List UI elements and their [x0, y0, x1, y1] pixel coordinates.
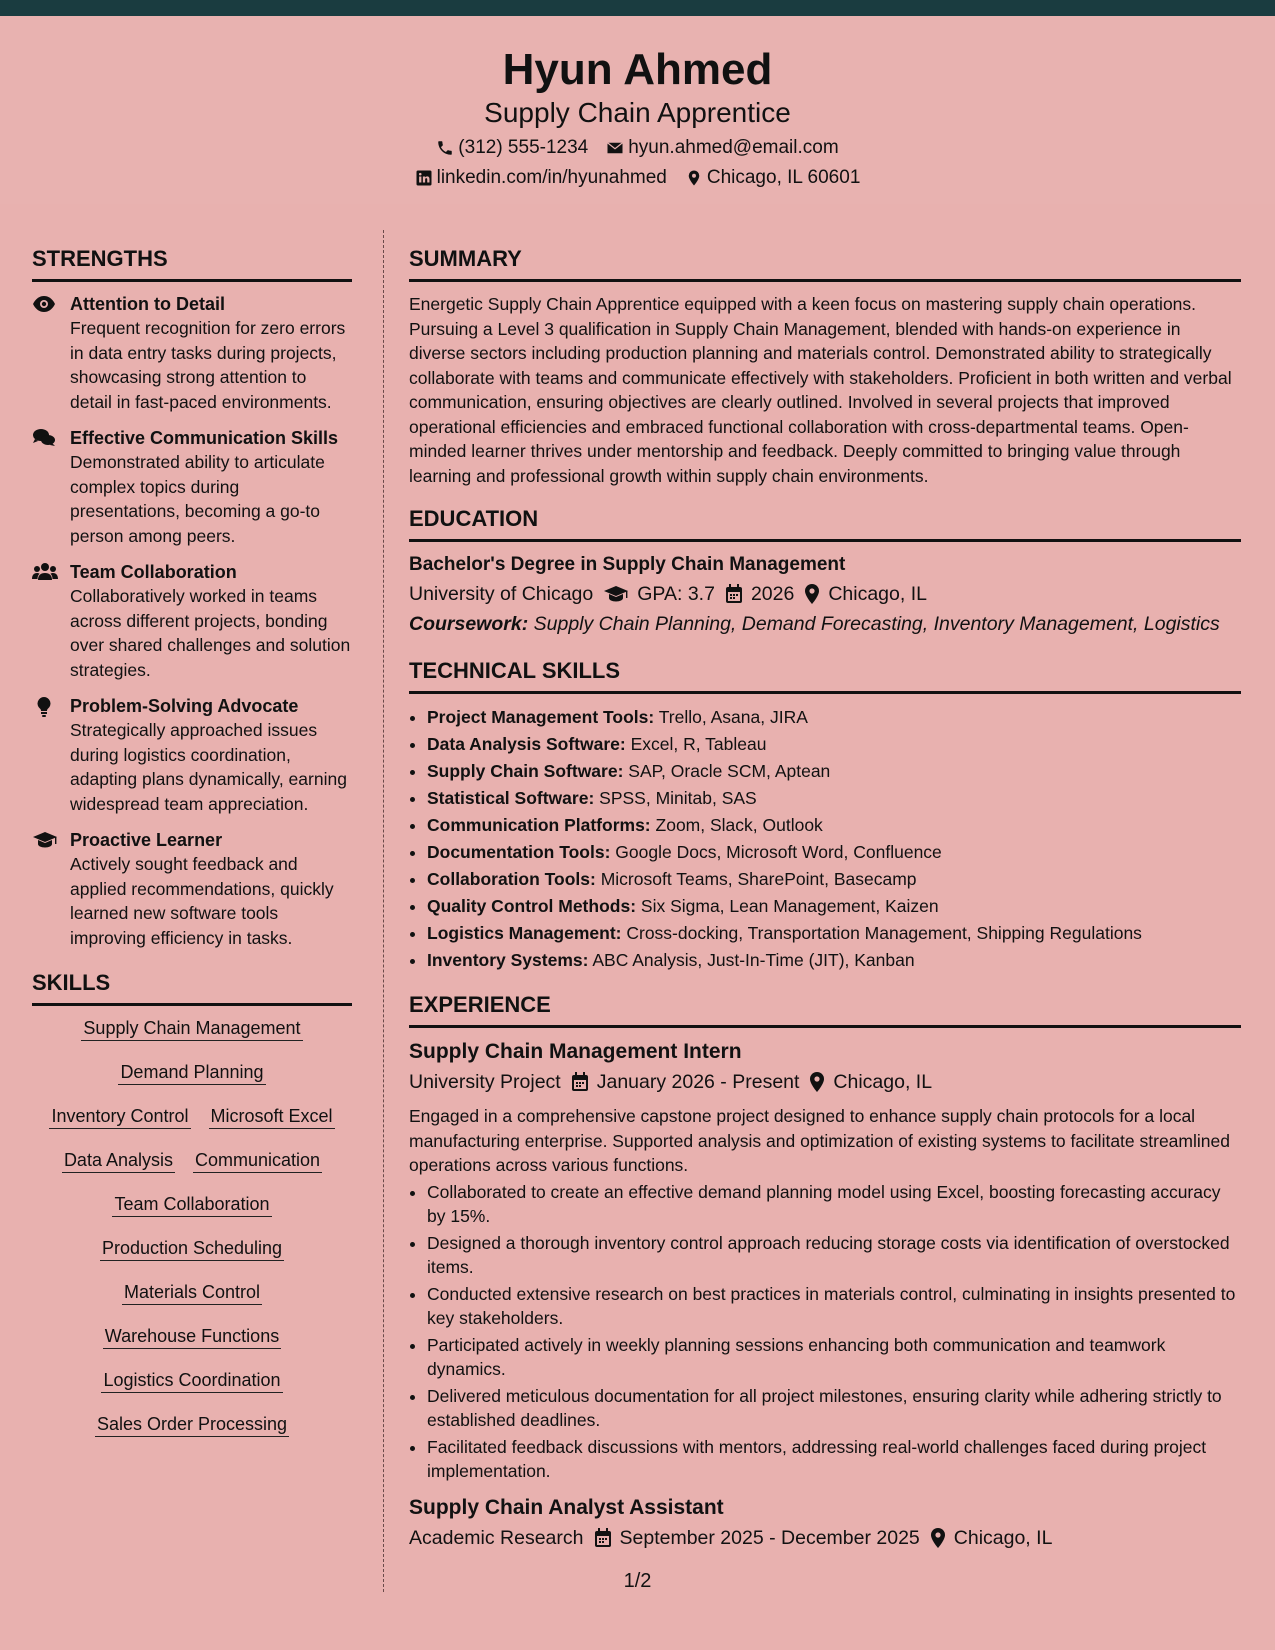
- linkedin-icon: [415, 169, 433, 187]
- tech-label: Supply Chain Software:: [427, 761, 624, 781]
- map-pin-icon: [809, 1072, 825, 1092]
- tech-value: Google Docs, Microsoft Word, Confluence: [615, 842, 942, 862]
- list-item: • Delivered meticulous documentation for all project milestones, ensuring clarity while adhering strictly to established deadlines.: [427, 1384, 1241, 1433]
- strength-item: [32, 560, 352, 682]
- education-location: [804, 580, 927, 608]
- strength-desc: Frequent recognition for zero errors in data entry tasks during projects, showcasing strong attention to detail in fast-paced environments.: [70, 318, 346, 412]
- coursework-text: Supply Chain Planning, Demand Forecasting, Inventory Management, Logistics: [533, 613, 1220, 635]
- dates-text: September 2025 - December 2025: [619, 1526, 920, 1549]
- strength-title: Proactive Learner: [70, 830, 223, 850]
- experience-entry: [409, 1038, 1241, 1484]
- experience-entry: [409, 1494, 1241, 1552]
- skill-tag: Data Analysis: [62, 1148, 175, 1173]
- tech-label: Project Management Tools:: [427, 707, 655, 727]
- job-title: Supply Chain Management Intern: [409, 1040, 742, 1063]
- tech-value: Zoom, Slack, Outlook: [655, 815, 823, 835]
- email-contact[interactable]: [606, 136, 838, 160]
- job-description: Engaged in a comprehensive capstone project designed to enhance supply chain protocols for a local manufacturing enterprise. Supported analysis and optimization of existing systems to facilitate streamlined operations across various functions.: [409, 1106, 1230, 1175]
- phone-text: (312) 555-1234: [458, 137, 589, 158]
- eye-icon: [32, 294, 56, 314]
- job-meta: [409, 1524, 1241, 1552]
- tech-label: Quality Control Methods:: [427, 896, 637, 916]
- skill-tag: Supply Chain Management: [81, 1016, 302, 1041]
- skills-heading: SKILLS: [32, 968, 352, 1006]
- column-divider: [383, 230, 384, 1592]
- job-location: [930, 1524, 1053, 1552]
- envelope-icon: [606, 139, 624, 157]
- calendar-icon: [571, 1072, 589, 1092]
- skill-tag: Sales Order Processing: [95, 1412, 289, 1437]
- list-item: [427, 947, 1241, 974]
- strengths-heading: STRENGTHS: [32, 244, 352, 282]
- candidate-title: Supply Chain Apprentice: [484, 97, 791, 128]
- year-text: 2026: [750, 583, 795, 605]
- resume-header: [0, 16, 1275, 204]
- coursework-label: Coursework:: [409, 613, 529, 635]
- list-item: • Facilitated feedback discussions with mentors, addressing real-world challenges faced during project implementation.: [427, 1435, 1241, 1484]
- strength-desc: Collaboratively worked in teams across different projects, bonding over shared challenges and solution strategies.: [70, 586, 351, 680]
- education-meta: [409, 580, 1241, 608]
- list-item: [427, 704, 1241, 731]
- tech-value: Cross-docking, Transportation Management, Shipping Regulations: [626, 923, 1142, 943]
- strength-desc: Actively sought feedback and applied recommendations, quickly learned new software tools improving efficiency in tasks.: [70, 854, 334, 948]
- summary-heading: SUMMARY: [409, 244, 1241, 282]
- job-org: University Project: [409, 1071, 561, 1093]
- tech-value: Trello, Asana, JIRA: [658, 707, 808, 727]
- map-pin-icon: [685, 169, 703, 187]
- phone-icon: [436, 139, 454, 157]
- calendar-icon: [725, 584, 743, 604]
- list-item: [427, 731, 1241, 758]
- list-item: • Designed a thorough inventory control approach reducing storage costs via identification of overstocked items.: [427, 1231, 1241, 1280]
- strength-title: Team Collaboration: [70, 562, 237, 582]
- contact-row-2: [0, 166, 1275, 190]
- tech-value: SPSS, Minitab, SAS: [599, 788, 757, 808]
- job-org: Academic Research: [409, 1526, 584, 1549]
- strength-item: [32, 292, 352, 414]
- skill-tag: Communication: [193, 1148, 322, 1173]
- tech-label: Logistics Management:: [427, 923, 622, 943]
- education-school: University of Chicago: [409, 583, 594, 605]
- tech-value: Microsoft Teams, SharePoint, Basecamp: [600, 869, 917, 889]
- tech-label: Statistical Software:: [427, 788, 595, 808]
- contact-row-1: [0, 136, 1275, 160]
- page-number: 1/2: [623, 1570, 652, 1592]
- experience-heading: EXPERIENCE: [409, 990, 1241, 1028]
- users-icon: [32, 562, 58, 582]
- tech-label: Communication Platforms:: [427, 815, 651, 835]
- right-column: [409, 244, 1241, 1552]
- strength-title: Effective Communication Skills: [70, 428, 339, 448]
- list-item: • Conducted extensive research on best practices in materials control, culminating in insights presented to key stakeholders.: [427, 1282, 1241, 1331]
- skills-list: [32, 1016, 352, 1437]
- education-coursework: [409, 610, 1241, 638]
- location-text: Chicago, IL: [828, 583, 927, 605]
- lightbulb-icon: [32, 696, 56, 718]
- job-title: Supply Chain Analyst Assistant: [409, 1495, 724, 1519]
- tech-label: Collaboration Tools:: [427, 869, 596, 889]
- skill-tag: Warehouse Functions: [103, 1324, 281, 1349]
- job-bullets: [409, 1180, 1241, 1484]
- job-location: [809, 1068, 932, 1096]
- map-pin-icon: [804, 584, 820, 604]
- tech-label: Documentation Tools:: [427, 842, 611, 862]
- education-degree: Bachelor's Degree in Supply Chain Management: [409, 554, 846, 575]
- location-contact: [685, 166, 861, 190]
- dates-text: January 2026 - Present: [596, 1071, 800, 1093]
- tech-value: Six Sigma, Lean Management, Kaizen: [640, 896, 939, 916]
- tech-value: ABC Analysis, Just-In-Time (JIT), Kanban: [592, 950, 915, 970]
- list-item: [427, 758, 1241, 785]
- graduation-cap-icon: [32, 830, 58, 850]
- left-column: [32, 244, 352, 1456]
- strength-desc: Strategically approached issues during logistics coordination, adapting plans dynamically, earning widespread team appreciation.: [70, 720, 347, 814]
- tech-label: Inventory Systems:: [427, 950, 589, 970]
- tech-label: Data Analysis Software:: [427, 734, 626, 754]
- list-item: [427, 893, 1241, 920]
- skill-tag: Materials Control: [122, 1280, 262, 1305]
- list-item: [427, 785, 1241, 812]
- job-dates: [571, 1068, 800, 1096]
- strength-title: Problem-Solving Advocate: [70, 696, 299, 716]
- list-item: • Collaborated to create an effective demand planning model using Excel, boosting forecasting accuracy by 15%.: [427, 1180, 1241, 1229]
- phone-contact: [436, 136, 588, 160]
- technical-skills-list: [409, 704, 1241, 974]
- gpa-text: GPA: 3.7: [637, 583, 715, 605]
- tech-value: Excel, R, Tableau: [630, 734, 767, 754]
- strength-title: Attention to Detail: [70, 294, 225, 314]
- summary-text: Energetic Supply Chain Apprentice equipped with a keen focus on mastering supply chain operations. Pursuing a Level 3 qualification in Supply Chain Management, blended with hands-on experience in diverse sectors including production planning and materials control. Demonstrated ability to strategically collaborate with teams and communicate effectively with stakeholders. Proficient in both written and verbal communication, ensuring objectives are clearly outlined. Involved in several projects that improved operational efficiencies and embraced functional collaboration with cross-departmental teams. Open-minded learner thrives under mentorship and feedback. Deeply committed to bringing value through learning and professional growth within supply chain environments.: [409, 294, 1232, 486]
- skill-tag: Team Collaboration: [112, 1192, 271, 1217]
- strength-desc: Demonstrated ability to articulate complex topics during presentations, becoming a go-to person among peers.: [70, 452, 325, 546]
- education-heading: EDUCATION: [409, 504, 1241, 542]
- skill-tag: Microsoft Excel: [209, 1104, 335, 1129]
- education-gpa: [603, 580, 715, 608]
- tech-value: SAP, Oracle SCM, Aptean: [628, 761, 831, 781]
- graduation-cap-icon: [603, 584, 629, 604]
- list-item: [427, 839, 1241, 866]
- list-item: [427, 866, 1241, 893]
- list-item: • Participated actively in weekly planning sessions enhancing both communication and teamwork dynamics.: [427, 1333, 1241, 1382]
- email-text[interactable]: hyun.ahmed@email.com: [628, 137, 839, 158]
- calendar-icon: [594, 1528, 612, 1548]
- education-year: [725, 580, 794, 608]
- strength-item: [32, 694, 352, 816]
- list-item: [427, 920, 1241, 947]
- skill-tag: Demand Planning: [118, 1060, 265, 1085]
- location-text: Chicago, IL 60601: [706, 167, 861, 188]
- map-pin-icon: [930, 1528, 946, 1548]
- skill-tag: Production Scheduling: [100, 1236, 284, 1261]
- location-text: Chicago, IL: [953, 1526, 1053, 1549]
- linkedin-contact[interactable]: [415, 166, 667, 190]
- location-text: Chicago, IL: [833, 1071, 933, 1093]
- strength-item: [32, 828, 352, 950]
- skill-tag: Inventory Control: [49, 1104, 190, 1129]
- technical-skills-heading: TECHNICAL SKILLS: [409, 656, 1241, 694]
- comments-icon: [32, 428, 56, 448]
- candidate-name: Hyun Ahmed: [502, 45, 773, 94]
- strength-item: [32, 426, 352, 548]
- job-dates: [594, 1524, 920, 1552]
- linkedin-text[interactable]: linkedin.com/in/hyunahmed: [436, 167, 667, 188]
- skill-tag: Logistics Coordination: [101, 1368, 282, 1393]
- list-item: [427, 812, 1241, 839]
- job-meta: [409, 1068, 1241, 1096]
- top-bar: [0, 0, 1275, 16]
